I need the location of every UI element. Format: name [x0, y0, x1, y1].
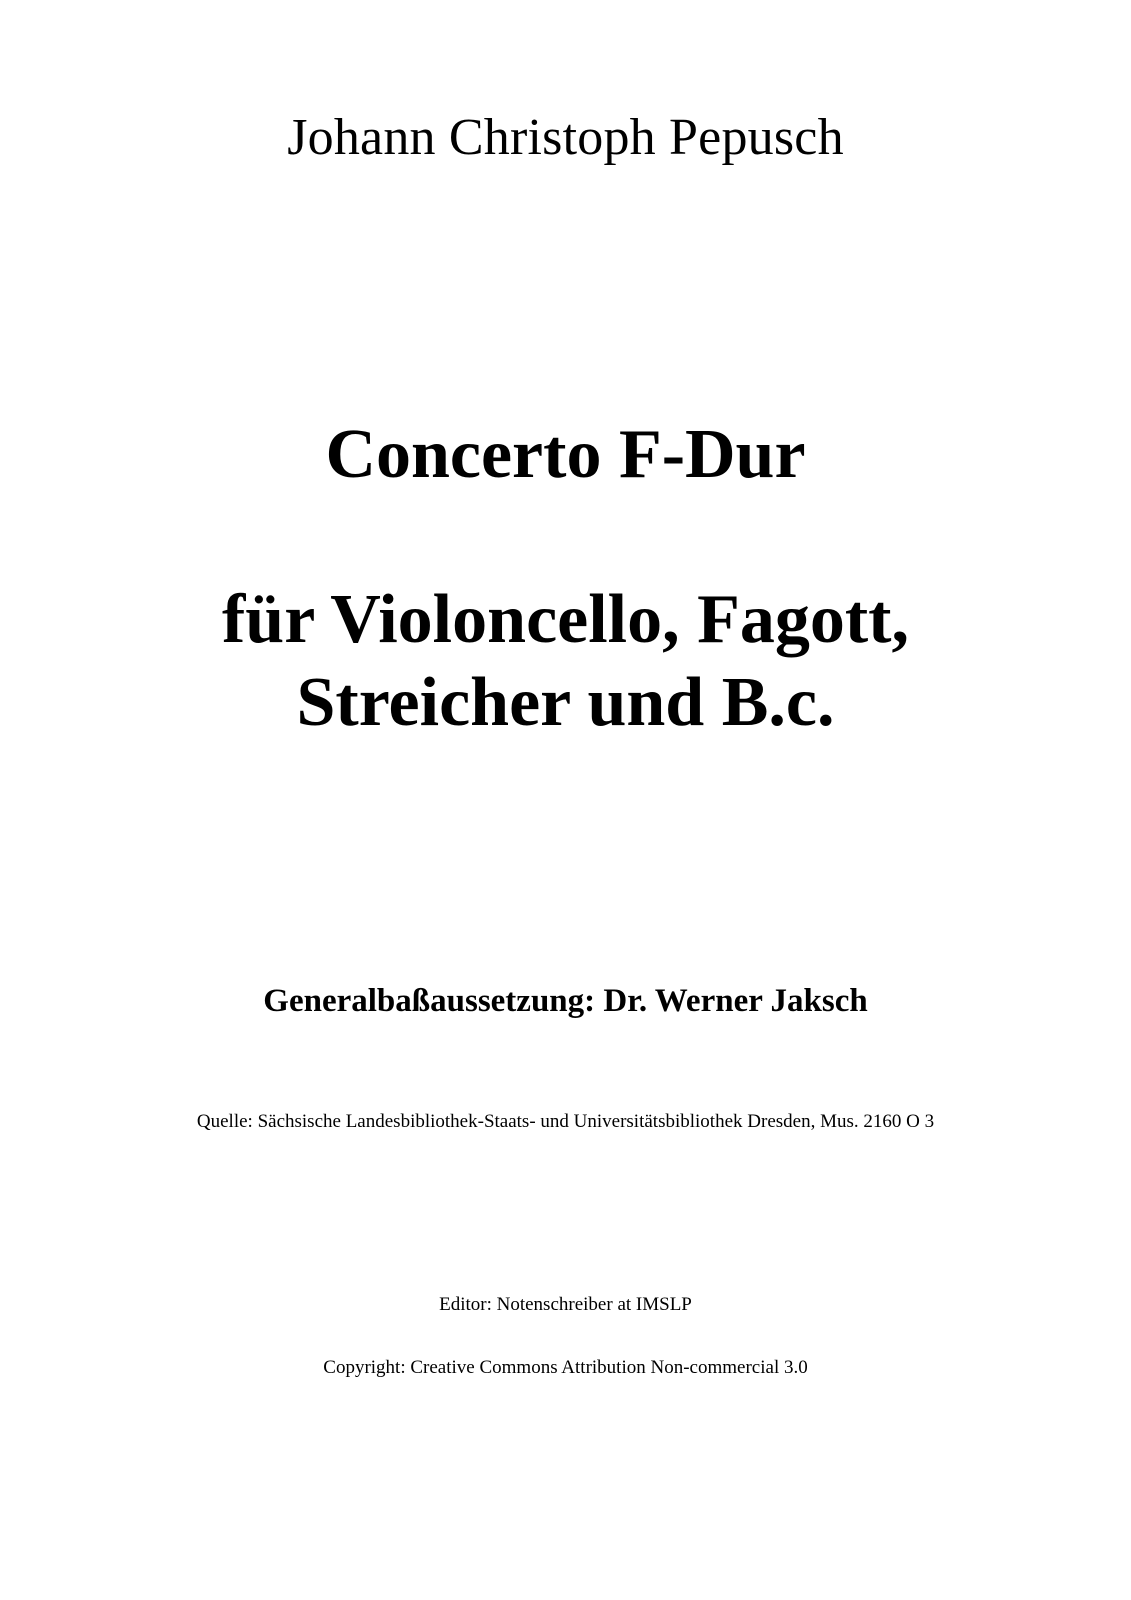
editor-credit: Editor: Notenschreiber at IMSLP — [439, 1294, 692, 1315]
composer-name: Johann Christoph Pepusch — [287, 109, 844, 166]
instrumentation-line-2: Streicher und B.c. — [296, 664, 835, 741]
work-title: Concerto F-Dur — [325, 416, 806, 493]
instrumentation-line-1: für Violoncello, Fagott, — [222, 581, 909, 658]
source-credit: Quelle: Sächsische Landesbibliothek-Staats- und Universitätsbibliothek Dresden, Mus. 2160 O 3 — [196, 1111, 935, 1132]
continuo-realization-credit: Generalbaßaussetzung: Dr. Werner Jaksch — [263, 983, 868, 1019]
copyright-notice: Copyright: Creative Commons Attribution Non-commercial 3.0 — [323, 1357, 808, 1378]
